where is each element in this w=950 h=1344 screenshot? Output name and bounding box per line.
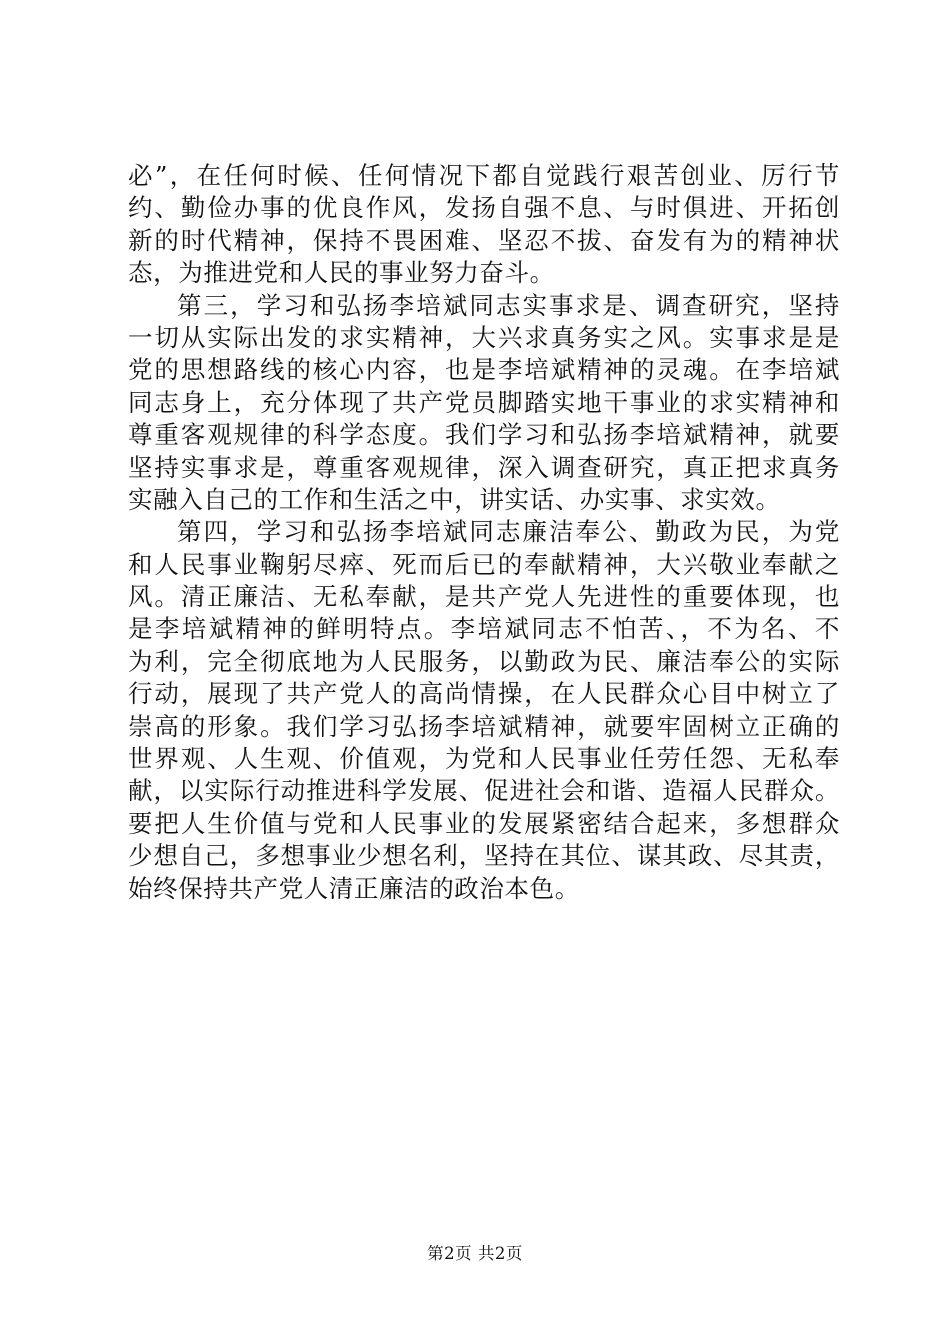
text-line: 必”，在任何时候、任何情况下都自觉践行艰苦创业、厉行节 <box>128 161 840 190</box>
text-line: 约、勤俭办事的优良作风，发扬自强不息、与时俱进、开拓创 <box>128 193 840 223</box>
text-line: 坚持实事求是，尊重客观规律，深入调查研究，真正把求真务 <box>128 452 840 482</box>
text-line: 党的思想路线的核心内容，也是李培斌精神的灵魂。在李培斌 <box>128 355 840 385</box>
text-line: 一切从实际出发的求实精神，大兴求真务实之风。实事求是是 <box>128 322 840 352</box>
text-line: 同志身上，充分体现了共产党员脚踏实地干事业的求实精神和 <box>128 387 840 417</box>
text-line: 始终保持共产党人清正廉洁的政治本色。 <box>128 873 580 903</box>
text-line: 态，为推进党和人民的事业努力奋斗。 <box>128 258 555 288</box>
text-line: 第四，学习和弘扬李培斌同志廉洁奉公、勤政为民，为党 <box>177 517 840 547</box>
text-line: 少想自己，多想事业少想名利，坚持在其位、谋其政、尽其责， <box>128 841 840 871</box>
text-line: 实融入自己的工作和生活之中，讲实话、办实事、求实效。 <box>128 484 781 514</box>
text-line: 尊重客观规律的科学态度。我们学习和弘扬李培斌精神，就要 <box>128 420 840 450</box>
text-line: 风。清正廉洁、无私奉献，是共产党人先进性的重要体现，也 <box>128 582 840 612</box>
text-line: 第三，学习和弘扬李培斌同志实事求是、调查研究，坚持 <box>177 290 840 320</box>
text-line: 世界观、人生观、价值观，为党和人民事业任劳任怨、无私奉 <box>128 744 840 774</box>
page-footer: 第2页 共2页 <box>427 1244 523 1263</box>
text-line: 为利，完全彻底地为人民服务，以勤政为民、廉洁奉公的实际 <box>128 646 840 676</box>
text-line: 是李培斌精神的鲜明特点。李培斌同志不怕苦、，不为名、不 <box>128 614 840 644</box>
text-line: 新的时代精神，保持不畏困难、坚忍不拔、奋发有为的精神状 <box>128 225 840 255</box>
text-line: 要把人生价值与党和人民事业的发展紧密结合起来，多想群众 <box>128 808 840 838</box>
text-line: 崇高的形象。我们学习弘扬李培斌精神，就要牢固树立正确的 <box>128 711 840 741</box>
text-line: 献，以实际行动推进科学发展、促进社会和谐、造福人民群众。 <box>128 776 840 806</box>
document-body <box>128 160 840 905</box>
text-line: 行动，展现了共产党人的高尚情操，在人民群众心目中树立了 <box>128 679 840 709</box>
text-line: 和人民事业鞠躬尽瘁、死而后已的奉献精神，大兴敬业奉献之 <box>128 549 840 579</box>
